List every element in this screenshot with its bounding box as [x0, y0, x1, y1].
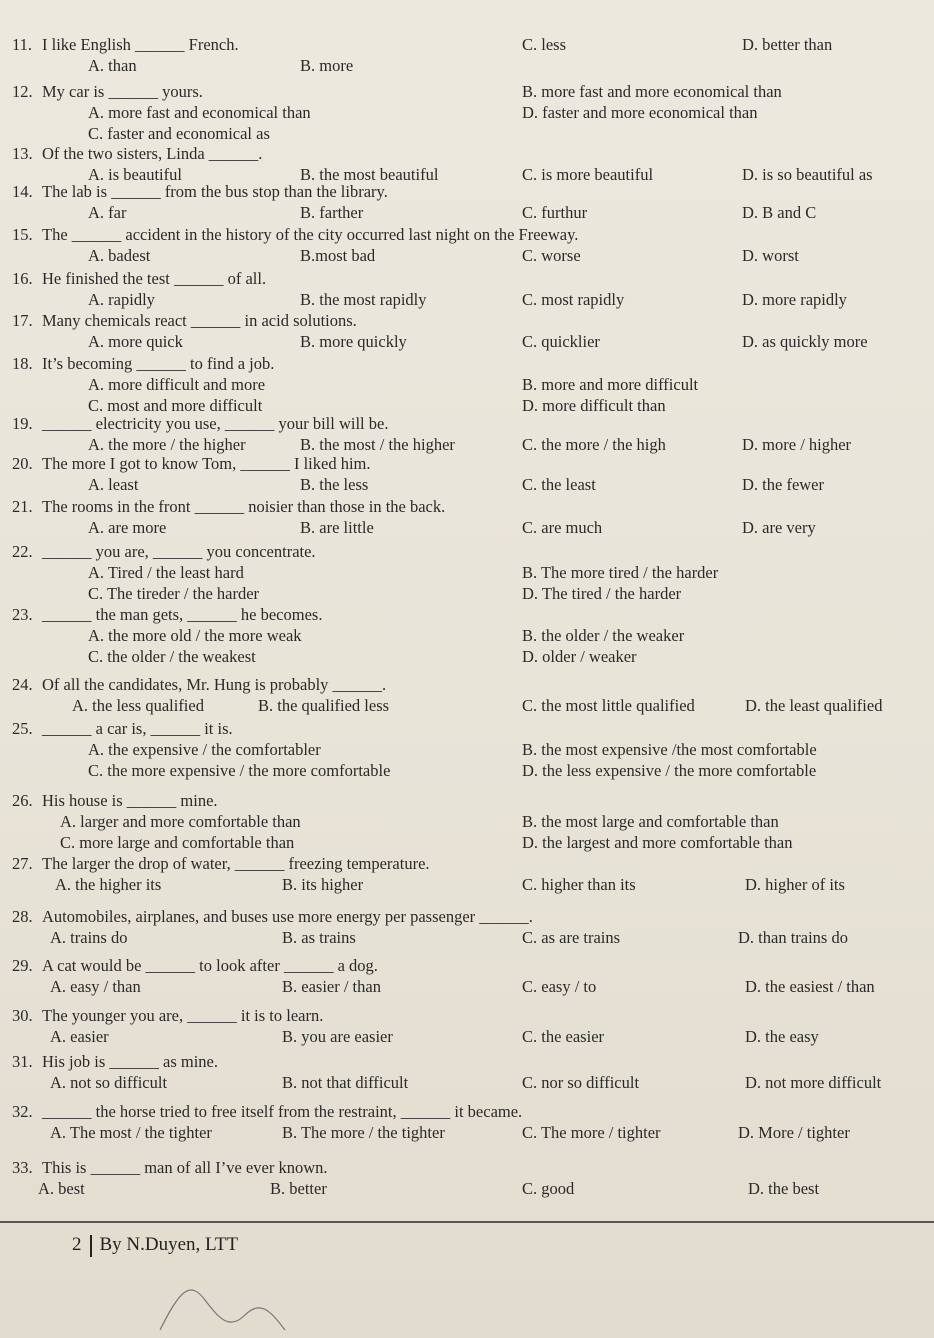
answer-option[interactable]: B. you are easier: [282, 1027, 393, 1046]
question-stem: ______ the horse tried to free itself from the restraint, ______ it became.: [42, 1102, 523, 1121]
question: [12, 1005, 934, 1047]
answer-option[interactable]: D. more rapidly: [742, 290, 847, 309]
question-number: 13.: [12, 144, 33, 163]
question: [12, 81, 934, 144]
question: [12, 790, 934, 853]
question: [12, 143, 934, 185]
answer-option[interactable]: D. the least qualified: [745, 696, 883, 715]
question-number: 24.: [12, 675, 33, 694]
question-stem: My car is ______ yours.: [42, 82, 203, 101]
answer-option[interactable]: D. faster and more economical than: [522, 103, 758, 122]
answer-option[interactable]: B. better: [270, 1179, 327, 1198]
answer-option[interactable]: B. more: [300, 56, 354, 75]
answer-option[interactable]: C. higher than its: [522, 875, 636, 894]
answer-option[interactable]: A. the more old / the more weak: [88, 626, 302, 645]
answer-option[interactable]: C. The tireder / the harder: [88, 584, 260, 603]
answer-option[interactable]: B. the qualified less: [258, 696, 390, 715]
answer-option[interactable]: C. most and more difficult: [88, 396, 263, 415]
answer-option[interactable]: B. as trains: [282, 928, 356, 947]
answer-option[interactable]: C. as are trains: [522, 928, 621, 947]
answer-option[interactable]: C. the easier: [522, 1027, 605, 1046]
question-stem: ______ you are, ______ you concentrate.: [42, 542, 316, 561]
answer-option[interactable]: B. the most large and comfortable than: [522, 812, 779, 831]
question: [12, 1101, 934, 1143]
question-stem: This is ______ man of all I’ve ever known.: [42, 1158, 328, 1177]
answer-option[interactable]: D. The tired / the harder: [522, 584, 682, 603]
answer-option[interactable]: D. B and C: [742, 203, 817, 222]
footer-divider: [0, 1221, 934, 1223]
answer-option[interactable]: D. not more difficult: [745, 1073, 882, 1092]
question-number: 25.: [12, 719, 33, 738]
answer-option[interactable]: A. more quick: [88, 332, 183, 351]
answer-option[interactable]: C. less: [522, 35, 567, 54]
question-number: 14.: [12, 182, 33, 201]
question-number: 22.: [12, 542, 33, 561]
answer-option[interactable]: A. trains do: [50, 928, 128, 947]
answer-option[interactable]: A. the more / the higher: [88, 435, 246, 454]
answer-option[interactable]: C. most rapidly: [522, 290, 625, 309]
question-stem: Of the two sisters, Linda ______.: [42, 144, 263, 163]
answer-option[interactable]: C. worse: [522, 246, 581, 265]
question-stem: ______ the man gets, ______ he becomes.: [42, 605, 323, 624]
question-stem: The ______ accident in the history of the city occurred last night on the Freeway.: [42, 225, 579, 244]
pencil-scribble: [150, 1270, 300, 1338]
answer-option[interactable]: D. as quickly more: [742, 332, 868, 351]
question-number: 20.: [12, 454, 33, 473]
answer-option[interactable]: C. is more beautiful: [522, 165, 654, 184]
answer-option[interactable]: C. easy / to: [522, 977, 597, 996]
question-number: 19.: [12, 414, 33, 433]
question-stem: The larger the drop of water, ______ freezing temperature.: [42, 854, 430, 873]
answer-option[interactable]: B. more fast and more economical than: [522, 82, 782, 101]
answer-option[interactable]: A. best: [38, 1179, 85, 1198]
answer-option[interactable]: B. the most / the higher: [300, 435, 455, 454]
answer-option[interactable]: B. farther: [300, 203, 364, 222]
question: [12, 453, 934, 495]
question-stem: It’s becoming ______ to find a job.: [42, 354, 275, 373]
answer-option[interactable]: A. the expensive / the comfortabler: [88, 740, 321, 759]
answer-option[interactable]: A. is beautiful: [88, 165, 182, 184]
question-stem: He finished the test ______ of all.: [42, 269, 267, 288]
question: [12, 413, 934, 455]
answer-option[interactable]: C. the more expensive / the more comfortable: [88, 761, 391, 780]
question: [12, 604, 934, 667]
answer-option[interactable]: D. better than: [742, 35, 833, 54]
question-number: 21.: [12, 497, 33, 516]
question-number: 30.: [12, 1006, 33, 1025]
question-stem: Automobiles, airplanes, and buses use more energy per passenger ______.: [42, 907, 533, 926]
question: [12, 268, 934, 310]
question-number: 26.: [12, 791, 33, 810]
answer-option[interactable]: B. the most expensive /the most comfortable: [522, 740, 817, 759]
question-number: 15.: [12, 225, 33, 244]
answer-option[interactable]: C. quicklier: [522, 332, 600, 351]
answer-option[interactable]: A. more fast and economical than: [88, 103, 311, 122]
answer-option[interactable]: A. larger and more comfortable than: [60, 812, 301, 831]
question-number: 12.: [12, 82, 33, 101]
answer-option[interactable]: D. more difficult than: [522, 396, 666, 415]
answer-option[interactable]: A. are more: [88, 518, 167, 537]
question: [12, 718, 934, 781]
answer-option[interactable]: C. nor so difficult: [522, 1073, 640, 1092]
answer-option[interactable]: C. the most little qualified: [522, 696, 695, 715]
question-number: 29.: [12, 956, 33, 975]
answer-option[interactable]: B. the less: [300, 475, 369, 494]
question-stem: Of all the candidates, Mr. Hung is probably ______.: [42, 675, 387, 694]
answer-option[interactable]: C. furthur: [522, 203, 588, 222]
answer-option[interactable]: D. More / tighter: [738, 1123, 850, 1142]
answer-option[interactable]: D. worst: [742, 246, 799, 265]
question-stem: A cat would be ______ to look after ______ a dog.: [42, 956, 378, 975]
question-stem: ______ electricity you use, ______ your bill will be.: [42, 414, 389, 433]
question-number: 33.: [12, 1158, 33, 1177]
question: [12, 181, 934, 223]
answer-option[interactable]: B. not that difficult: [282, 1073, 409, 1092]
question: [12, 1157, 934, 1199]
answer-option[interactable]: B. its higher: [282, 875, 364, 894]
answer-option[interactable]: D. is so beautiful as: [742, 165, 873, 184]
question-number: 11.: [12, 35, 33, 54]
answer-option[interactable]: D. the easy: [745, 1027, 819, 1046]
question: [12, 310, 934, 352]
answer-option[interactable]: D. the fewer: [742, 475, 825, 494]
question-number: 17.: [12, 311, 33, 330]
question-stem: Many chemicals react ______ in acid solutions.: [42, 311, 357, 330]
answer-option[interactable]: C. faster and economical as: [88, 124, 270, 143]
question-stem: ______ a car is, ______ it is.: [42, 719, 233, 738]
answer-option[interactable]: D. than trains do: [738, 928, 848, 947]
answer-option[interactable]: A. more difficult and more: [88, 375, 266, 394]
answer-option[interactable]: D. are very: [742, 518, 816, 537]
answer-option[interactable]: D. higher of its: [745, 875, 845, 894]
question-number: 28.: [12, 907, 33, 926]
answer-option[interactable]: C. are much: [522, 518, 603, 537]
answer-option[interactable]: D. the largest and more comfortable than: [522, 833, 793, 852]
answer-option[interactable]: A. not so difficult: [50, 1073, 168, 1092]
answer-option[interactable]: D. more / higher: [742, 435, 852, 454]
answer-option[interactable]: C. good: [522, 1179, 575, 1198]
page-footer: [72, 1234, 238, 1257]
answer-option[interactable]: A. the higher its: [55, 875, 162, 894]
answer-option[interactable]: A. easier: [50, 1027, 109, 1046]
answer-option[interactable]: B. more quickly: [300, 332, 407, 351]
question: [12, 353, 934, 416]
answer-option[interactable]: C. the more / the high: [522, 435, 666, 454]
question-number: 27.: [12, 854, 33, 873]
answer-option[interactable]: B. the older / the weaker: [522, 626, 685, 645]
question: [12, 496, 934, 538]
answer-option[interactable]: A. the less qualified: [72, 696, 204, 715]
answer-option[interactable]: A. Tired / the least hard: [88, 563, 244, 582]
answer-option[interactable]: A. easy / than: [50, 977, 141, 996]
question-number: 18.: [12, 354, 33, 373]
footer-separator: [90, 1235, 92, 1257]
answer-option[interactable]: A. rapidly: [88, 290, 155, 309]
answer-option[interactable]: C. the least: [522, 475, 596, 494]
answer-option[interactable]: A. than: [88, 56, 137, 75]
answer-option[interactable]: A. The most / the tighter: [50, 1123, 212, 1142]
answer-option[interactable]: D. the less expensive / the more comfortable: [522, 761, 817, 780]
question: [12, 1051, 934, 1093]
answer-option[interactable]: B. The more / the tighter: [282, 1123, 445, 1142]
question-number: 16.: [12, 269, 33, 288]
question: [12, 224, 934, 266]
question-stem: His house is ______ mine.: [42, 791, 218, 810]
answer-option[interactable]: D. the best: [748, 1179, 820, 1198]
answer-option[interactable]: A. far: [88, 203, 127, 222]
answer-option[interactable]: C. The more / tighter: [522, 1123, 661, 1142]
question-stem: I like English ______ French.: [42, 35, 239, 54]
question-stem: The more I got to know Tom, ______ I liked him.: [42, 454, 371, 473]
answer-option[interactable]: B. the most beautiful: [300, 165, 439, 184]
answer-option[interactable]: C. the older / the weakest: [88, 647, 256, 666]
answer-option[interactable]: C. more large and comfortable than: [60, 833, 295, 852]
answer-option[interactable]: A. badest: [88, 246, 151, 265]
answer-option[interactable]: B. the most rapidly: [300, 290, 427, 309]
answer-option[interactable]: B. are little: [300, 518, 374, 537]
question: [12, 34, 934, 76]
answer-option[interactable]: B.most bad: [300, 246, 376, 265]
page-number: 2: [72, 1234, 82, 1255]
answer-option[interactable]: D. older / weaker: [522, 647, 637, 666]
question-stem: The rooms in the front ______ noisier than those in the back.: [42, 497, 446, 516]
answer-option[interactable]: D. the easiest / than: [745, 977, 875, 996]
author-credit: By N.Duyen, LTT: [99, 1234, 239, 1255]
question-number: 32.: [12, 1102, 33, 1121]
question: [12, 853, 934, 895]
question-stem: The lab is ______ from the bus stop than the library.: [42, 182, 388, 201]
question-number: 23.: [12, 605, 33, 624]
question-number: 31.: [12, 1052, 33, 1071]
answer-option[interactable]: B. easier / than: [282, 977, 381, 996]
question: [12, 955, 934, 997]
question-stem: His job is ______ as mine.: [42, 1052, 218, 1071]
answer-option[interactable]: B. more and more difficult: [522, 375, 699, 394]
answer-option[interactable]: B. The more tired / the harder: [522, 563, 719, 582]
question-stem: The younger you are, ______ it is to learn.: [42, 1006, 324, 1025]
answer-option[interactable]: A. least: [88, 475, 139, 494]
question: [12, 541, 934, 604]
question: [12, 674, 934, 716]
question: [12, 906, 934, 948]
